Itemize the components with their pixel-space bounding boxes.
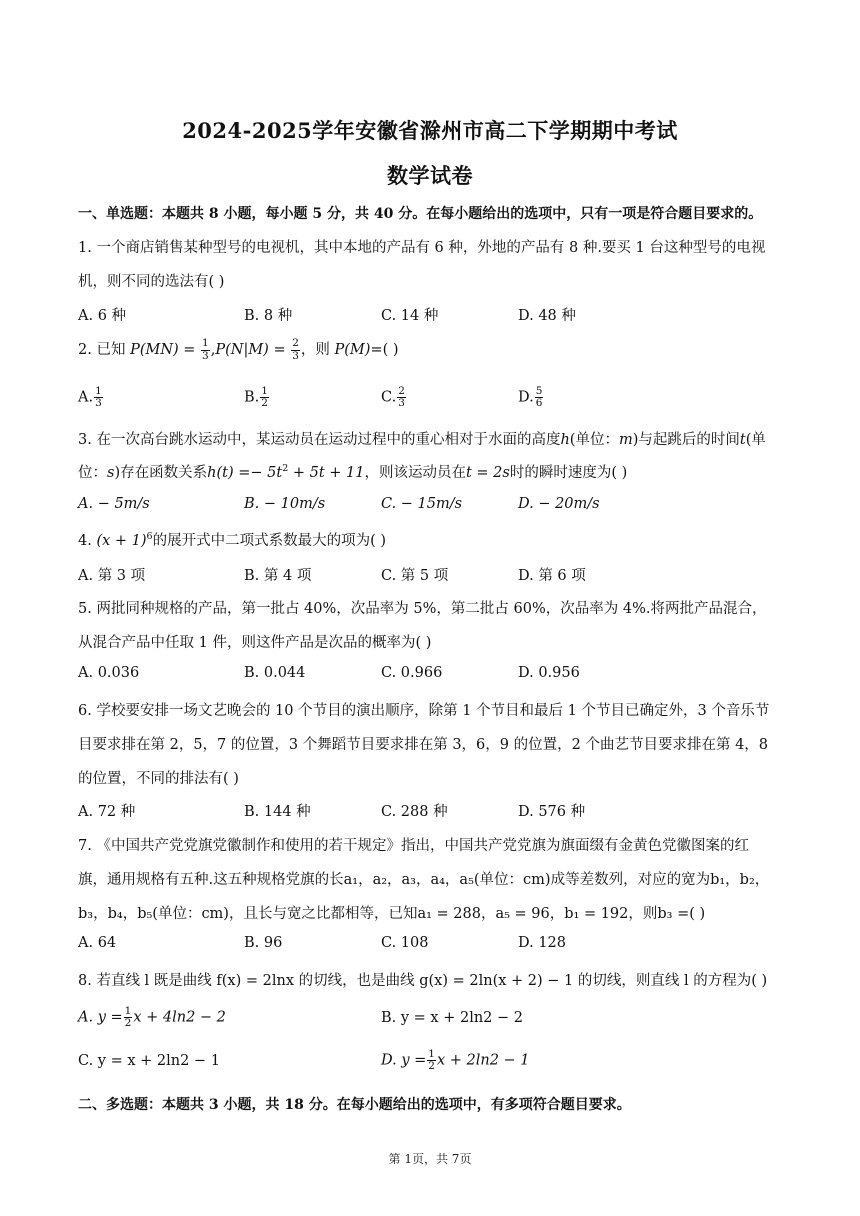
q4-option-b: B. 第 4 项 <box>244 568 312 584</box>
q5-option-c: C. 0.966 <box>381 665 443 681</box>
q1-option-b: B. 8 种 <box>244 308 293 324</box>
q8-option-d: D. y = $\frac{1}{2}$ x + 2ln2 − 1 <box>381 1048 530 1073</box>
q8-option-c: C. y = x + 2ln2 − 1 <box>78 1053 220 1069</box>
q2-text: 2. 已知 P(MN) = $\frac{1}{3}$ ,P(N|M) = $\frac{2}{3}$ ，则 P(M)=( ) <box>78 337 399 362</box>
q7-text-line1: 7. 《中国共产党党旗党徽制作和使用的若干规定》指出，中国共产党党旗为旗面缀有金黄色党徽图案的红 <box>78 838 749 854</box>
q2-fraction-1: $\frac{1}{3}$ <box>202 337 209 362</box>
q3-option-c: C. − 15m/s <box>381 496 463 512</box>
q3-option-a: A. − 5m/s <box>78 496 150 512</box>
q1-text-line2: 机，则不同的选法有( ) <box>78 274 225 290</box>
exam-title: 2024-2025学年安徽省滁州市高二下学期期中考试 <box>182 118 678 143</box>
q5-option-d: D. 0.956 <box>518 665 580 681</box>
section-heading-multi-choice: 二、多选题：本题共 3 小题，共 18 分。在每小题给出的选项中，有多项符合题目要求。 <box>78 1097 631 1113</box>
q7-option-b: B. 96 <box>244 935 283 951</box>
q6-text-line3: 的位置，不同的排法有( ) <box>78 771 239 787</box>
q8-option-a: A. y = $\frac{1}{2}$ x + 4ln2 − 2 <box>78 1005 226 1030</box>
q5-option-b: B. 0.044 <box>244 665 306 681</box>
q2-fraction-2: $\frac{2}{3}$ <box>292 337 299 362</box>
q7-text-line2: 旗，通用规格有五种.这五种规格党旗的长a₁，a₂，a₃，a₄，a₅(单位：cm)成等差数列，对应的宽为b₁，b₂， <box>78 872 770 888</box>
q4-option-d: D. 第 6 项 <box>518 568 586 584</box>
q6-option-a: A. 72 种 <box>78 804 136 820</box>
exam-subtitle: 数学试卷 <box>387 163 473 188</box>
q5-option-a: A. 0.036 <box>78 665 140 681</box>
q2-option-d: D. $\frac{5}{6}$ <box>518 385 543 410</box>
q6-text-line2: 目要求排在第 2，5，7 的位置，3 个舞蹈节目要求排在第 3，6，9 的位置，2 个曲艺节目要求排在第 4，8 <box>78 737 769 753</box>
q7-text-line3: b₃，b₄，b₅(单位：cm)，且长与宽之比都相等，已知a₁ = 288，a₅ = 96，b₁ = 192，则b₃ =( ) <box>78 906 706 922</box>
section-heading-single-choice: 一、单选题：本题共 8 小题，每小题 5 分，共 40 分。在每小题给出的选项中，只有一项是符合题目要求的。 <box>78 206 763 222</box>
q8-text: 8. 若直线 l 既是曲线 f(x) = 2lnx 的切线，也是曲线 g(x) = 2ln(x + 2) − 1 的切线，则直线 l 的方程为( ) <box>78 973 768 989</box>
q8-option-b: B. y = x + 2ln2 − 2 <box>381 1010 523 1026</box>
q3-option-b: B. − 10m/s <box>244 496 326 512</box>
q4-option-a: A. 第 3 项 <box>78 568 146 584</box>
q6-option-b: B. 144 种 <box>244 804 311 820</box>
page-footer: 第 1页，共 7页 <box>388 1152 472 1166</box>
q7-option-d: D. 128 <box>518 935 567 951</box>
q5-text-line2: 从混合产品中任取 1 件，则这件产品是次品的概率为( ) <box>78 635 432 651</box>
q1-option-a: A. 6 种 <box>78 308 127 324</box>
q6-text-line1: 6. 学校要安排一场文艺晚会的 10 个节目的演出顺序，除第 1 个节目和最后 1 个节目已确定外，3 个音乐节 <box>78 703 770 719</box>
q2-option-c: C. $\frac{2}{3}$ <box>381 385 405 410</box>
q7-option-a: A. 64 <box>78 935 117 951</box>
q7-option-c: C. 108 <box>381 935 429 951</box>
q6-option-c: C. 288 种 <box>381 804 448 820</box>
q3-text-line1: 3. 在一次高台跳水运动中，某运动员在运动过程中的重心相对于水面的高度h(单位：m)与起跳后的时间t(单 <box>78 432 766 448</box>
q3-option-d: D. − 20m/s <box>518 496 600 512</box>
q1-option-c: C. 14 种 <box>381 308 439 324</box>
q4-option-c: C. 第 5 项 <box>381 568 449 584</box>
q1-option-d: D. 48 种 <box>518 308 576 324</box>
q2-option-a: A. $\frac{1}{3}$ <box>78 385 102 410</box>
q4-text: 4. $(x + 1)^6$的展开式中二项式系数最大的项为( ) <box>78 531 387 549</box>
q5-text-line1: 5. 两批同种规格的产品，第一批占 40%，次品率为 5%，第二批占 60%，次品率为 4%.将两批产品混合， <box>78 601 767 617</box>
q6-option-d: D. 576 种 <box>518 804 586 820</box>
q3-text-line2: 位：s)存在函数关系$h(t) =- 5t^2 + 5t + 11$，则该运动员在t = 2s时的瞬时速度为( ) <box>78 463 628 481</box>
q1-text-line1: 1. 一个商店销售某种型号的电视机，其中本地的产品有 6 种，外地的产品有 8 种.要买 1 台这种型号的电视 <box>78 240 766 256</box>
q2-option-b: B. $\frac{1}{2}$ <box>244 385 268 410</box>
